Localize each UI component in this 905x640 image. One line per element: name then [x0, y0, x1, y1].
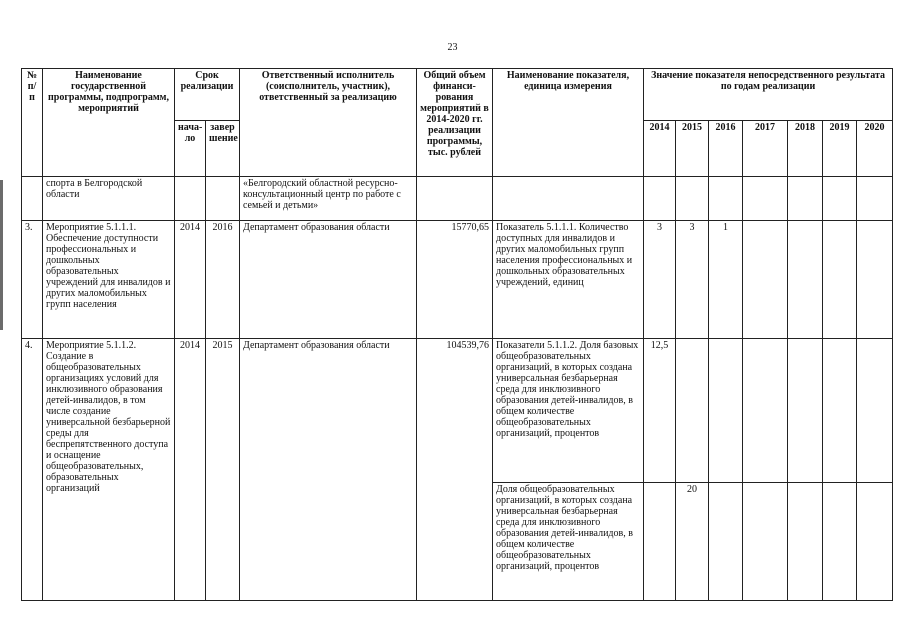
row-name: Мероприятие 5.1.1.1. Обеспечение доступности профессиональных и дошкольных образовательных учреждений для инвалидов и других маломобильных групп населения	[43, 221, 175, 339]
row-volume: 15770,65	[417, 221, 493, 339]
row-value	[857, 221, 893, 339]
row-value	[788, 177, 823, 221]
row-num: 3.	[22, 221, 43, 339]
row-responsible: «Белгородский областной ресурсно-консультационный центр по работе с семьей и детьми»	[240, 177, 417, 221]
row-responsible: Департамент образования области	[240, 339, 417, 601]
row-indicator	[493, 177, 644, 221]
header-year-2015: 2015	[676, 121, 709, 177]
row-value	[857, 483, 893, 601]
row-volume: 104539,76	[417, 339, 493, 601]
header-year-2017: 2017	[743, 121, 788, 177]
row-value	[857, 339, 893, 483]
header-term: Срок реализации	[175, 69, 240, 121]
row-end: 2016	[206, 221, 240, 339]
row-responsible: Департамент образования области	[240, 221, 417, 339]
row-value: 3	[676, 221, 709, 339]
row-value	[823, 221, 857, 339]
header-indicator: Наименование показателя, единица измерения	[493, 69, 644, 177]
header-row-1	[22, 69, 893, 121]
row-value: 3	[644, 221, 676, 339]
header-term-start: нача-ло	[175, 121, 206, 177]
row-indicator: Показатель 5.1.1.1. Количество доступных для инвалидов и других маломобильных групп населения профессиональных и дошкольных образовательных учреждений, единиц	[493, 221, 644, 339]
row-value: 1	[709, 221, 743, 339]
row-end	[206, 177, 240, 221]
page-number: 23	[447, 42, 458, 53]
scan-edge-shadow	[0, 180, 3, 330]
row-value	[676, 177, 709, 221]
header-responsible: Ответственный исполнитель (соисполнитель, участник), ответственный за реализацию	[240, 69, 417, 177]
row-value	[788, 339, 823, 483]
table-row	[22, 221, 893, 339]
row-volume	[417, 177, 493, 221]
row-num	[22, 177, 43, 221]
row-value	[823, 483, 857, 601]
row-value	[788, 221, 823, 339]
header-volume: Общий объем финанси-рования мероприятий в 2014-2020 гг. реализации программы, тыс. рублей	[417, 69, 493, 177]
row-indicator: Доля общеобразовательных организаций, в которых создана универсальная безбарьерная среда для инклюзивного образования детей-инвалидов, в общем количестве общеобразовательных организаций, процентов	[493, 483, 644, 601]
header-values-title: Значение показателя непосредственного результата по годам реализации	[644, 69, 893, 121]
table-row	[22, 339, 893, 483]
header-year-2019: 2019	[823, 121, 857, 177]
header-name: Наименование государственной программы, подпрограмм, мероприятий	[43, 69, 175, 177]
row-value	[857, 177, 893, 221]
row-value: 20	[676, 483, 709, 601]
row-value	[788, 483, 823, 601]
header-year-2018: 2018	[788, 121, 823, 177]
row-value	[709, 339, 743, 483]
row-value	[823, 177, 857, 221]
header-num: № п/п	[22, 69, 43, 177]
header-year-2014: 2014	[644, 121, 676, 177]
header-year-2020: 2020	[857, 121, 893, 177]
row-value	[743, 177, 788, 221]
row-start: 2014	[175, 221, 206, 339]
row-value	[743, 483, 788, 601]
table-row	[22, 177, 893, 221]
row-value	[743, 339, 788, 483]
row-value	[823, 339, 857, 483]
row-value	[743, 221, 788, 339]
row-value	[644, 177, 676, 221]
program-table	[21, 68, 893, 601]
row-value	[709, 483, 743, 601]
row-num: 4.	[22, 339, 43, 601]
header-term-end: завер шение	[206, 121, 240, 177]
row-name: спорта в Белгородской области	[43, 177, 175, 221]
header-year-2016: 2016	[709, 121, 743, 177]
row-end: 2015	[206, 339, 240, 601]
row-name: Мероприятие 5.1.1.2. Создание в общеобразовательных организациях условий для инклюзивного образования детей-инвалидов, в том числе создание универсальной безбарьерной среды для беспрепятственного доступа и оснащение общеобразовательных, образовательных организаций	[43, 339, 175, 601]
row-start: 2014	[175, 339, 206, 601]
row-value	[644, 483, 676, 601]
row-value	[709, 177, 743, 221]
row-value: 12,5	[644, 339, 676, 483]
row-indicator: Показатели 5.1.1.2. Доля базовых общеобразовательных организаций, в которых создана универсальная безбарьерная среда для инклюзивного образования детей-инвалидов, в общем количестве общеобразовательных организаций, процентов	[493, 339, 644, 483]
row-value	[676, 339, 709, 483]
row-start	[175, 177, 206, 221]
